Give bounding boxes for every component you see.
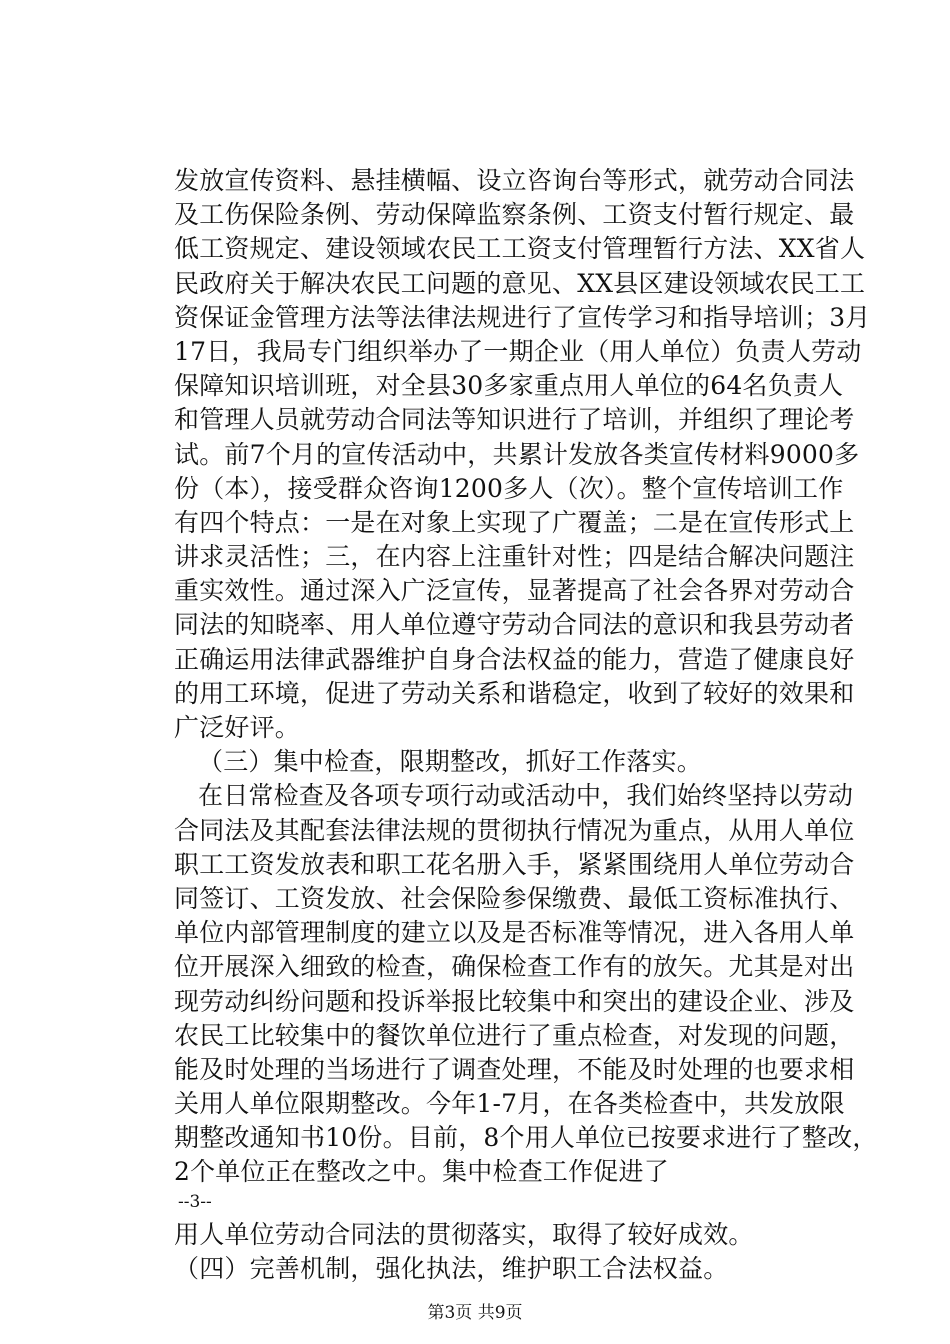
inline-page-marker: --3-- — [178, 1191, 212, 1212]
body-line: 的用工环境，促进了劳动关系和谐稳定，收到了较好的效果和 — [174, 678, 855, 708]
body-line: 民政府关于解决农民工问题的意见、XX县区建设领域农民工工 — [174, 268, 866, 298]
body-line: 现劳动纠纷问题和投诉举报比较集中和突出的建设企业、涉及 — [174, 986, 855, 1016]
body-line: 期整改通知书10份。目前，8个用人单位已按要求进行了整改， — [174, 1123, 878, 1153]
body-line: 有四个特点：一是在对象上实现了广覆盖；二是在宣传形式上 — [174, 507, 855, 537]
body-line: 能及时处理的当场进行了调查处理，不能及时处理的也要求相 — [174, 1054, 855, 1084]
document-body — [174, 164, 878, 1286]
body-line: 发放宣传资料、悬挂横幅、设立咨询台等形式，就劳动合同法 — [174, 166, 855, 195]
body-line: 资保证金管理方法等法律法规进行了宣传学习和指导培训；3月 — [174, 302, 871, 332]
body-line: 单位内部管理制度的建立以及是否标准等情况，进入各用人单 — [174, 918, 855, 948]
body-line: 农民工比较集中的餐饮单位进行了重点检查，对发现的问题， — [174, 1020, 855, 1050]
section-heading: （三）集中检查，限期整改，抓好工作落实。 — [198, 747, 703, 777]
body-line: 同签订、工资发放、社会保险参保缴费、最低工资标准执行、 — [174, 883, 855, 913]
body-line: 同法的知晓率、用人单位遵守劳动合同法的意识和我县劳动者 — [174, 610, 855, 640]
body-line: 重实效性。通过深入广泛宣传，显著提高了社会各界对劳动合 — [174, 576, 855, 606]
body-line: 试。前7个月的宣传活动中，共累计发放各类宣传材料9000多 — [174, 439, 860, 469]
body-line: 广泛好评。 — [174, 713, 301, 742]
body-line: 份（本），接受群众咨询1200多人（次）。整个宣传培训工作 — [174, 473, 844, 503]
body-line: 合同法及其配套法律法规的贯彻执行情况为重点，从用人单位 — [174, 815, 855, 845]
body-line: 关用人单位限期整改。今年1-7月，在各类检查中，共发放限 — [174, 1089, 845, 1119]
body-line: 低工资规定、建设领域农民工工资支付管理暂行方法、XX省人 — [174, 234, 866, 264]
body-line: 保障知识培训班，对全县30多家重点用人单位的64名负责人 — [174, 371, 844, 401]
body-line: 17日，我局专门组织举办了一期企业（用人单位）负责人劳动 — [174, 336, 862, 366]
body-line: 正确运用法律武器维护自身合法权益的能力，营造了健康良好 — [174, 644, 855, 674]
body-line: 讲求灵活性；三，在内容上注重针对性；四是结合解决问题注 — [174, 542, 855, 572]
section-heading: （四）完善机制，强化执法，维护职工合法权益。 — [174, 1253, 729, 1283]
body-line: 和管理人员就劳动合同法等知识进行了培训，并组织了理论考 — [174, 405, 855, 435]
body-line: 职工工资发放表和职工花名册入手，紧紧围绕用人单位劳动合 — [174, 849, 855, 879]
body-line: 在日常检查及各项专项行动或活动中，我们始终坚持以劳动 — [198, 781, 854, 811]
body-line: 用人单位劳动合同法的贯彻落实，取得了较好成效。 — [174, 1219, 754, 1249]
body-line: 位开展深入细致的检查，确保检查工作有的放矢。尤其是对出 — [174, 952, 855, 982]
body-line: 2个单位正在整改之中。集中检查工作促进了 — [174, 1157, 669, 1187]
body-line: 及工伤保险条例、劳动保障监察条例、工资支付暂行规定、最 — [174, 200, 855, 230]
page-footer: 第3页 共9页 — [427, 1303, 523, 1323]
